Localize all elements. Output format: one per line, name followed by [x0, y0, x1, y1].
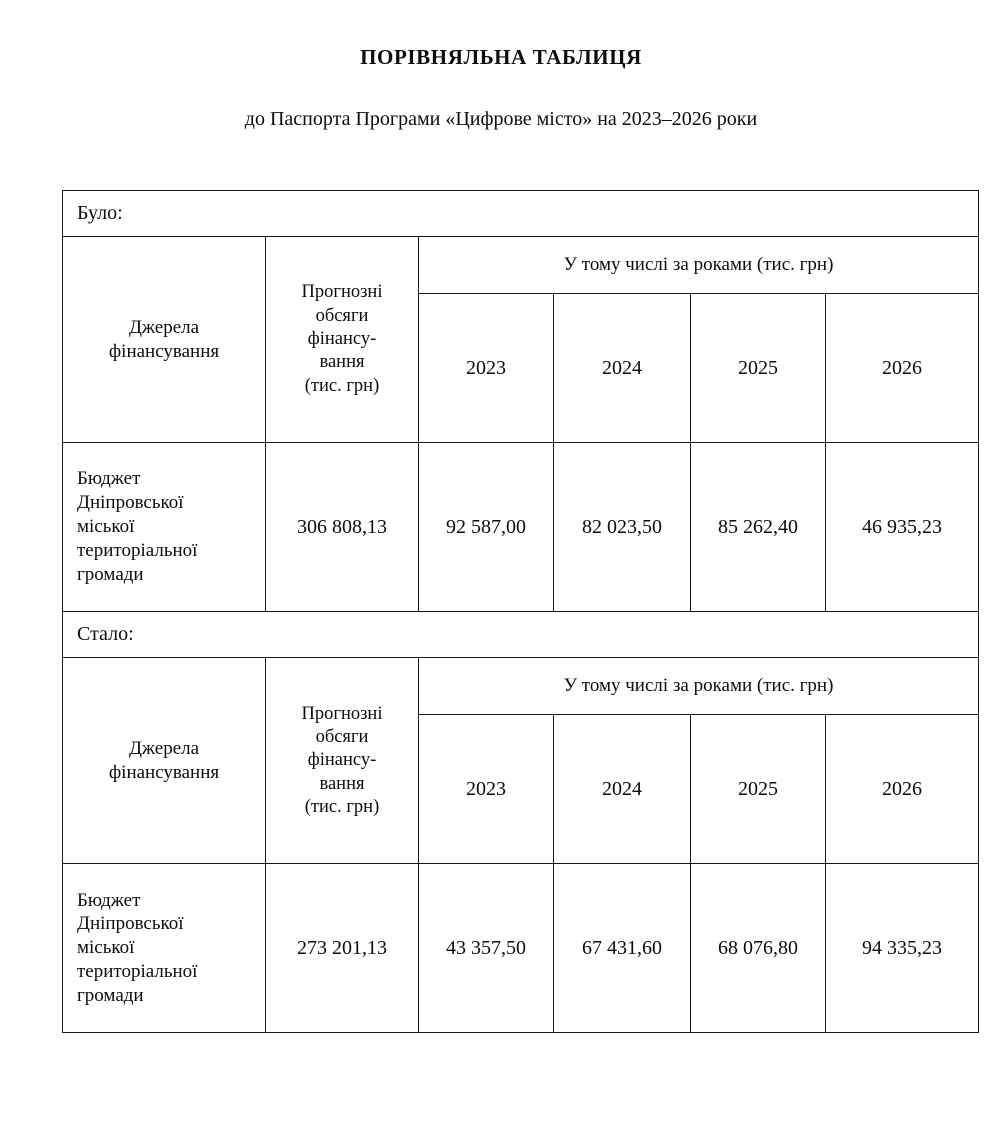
section-label-before: Було:: [63, 191, 979, 237]
row-source-line2: Дніпровської: [77, 492, 184, 514]
header-source-line1: Джерела: [128, 737, 200, 759]
comparison-table-container: [62, 190, 978, 1033]
row-value-2025-after: 68 076,80: [691, 864, 826, 1033]
header-row-top: [63, 237, 979, 294]
header-year-2026-after: 2026: [826, 715, 979, 864]
row-total-after: 273 201,13: [266, 864, 419, 1033]
header-source-after: [63, 658, 266, 864]
header-year-2025-before: 2025: [691, 294, 826, 443]
section-label-row: [63, 612, 979, 658]
table-row: [63, 864, 979, 1033]
section-label-after: Стало:: [63, 612, 979, 658]
header-source-before: [63, 237, 266, 443]
row-value-2024-before: 82 023,50: [554, 443, 691, 612]
header-source-line2: фінансування: [108, 761, 220, 783]
header-total-line3: фінансу-: [307, 750, 377, 771]
section-label-row: [63, 191, 979, 237]
header-year-2023-after: 2023: [419, 715, 554, 864]
header-years-span-before: У тому числі за роками (тис. грн): [419, 237, 979, 294]
header-total-line3: фінансу-: [307, 329, 377, 350]
row-value-2023-after: 43 357,50: [419, 864, 554, 1033]
header-source-line1: Джерела: [128, 316, 200, 338]
row-source-line3: міської: [77, 516, 135, 538]
header-source-line2: фінансування: [108, 340, 220, 362]
page-subtitle: до Паспорта Програми «Цифрове місто» на 2023–2026 роки: [244, 108, 758, 130]
row-source-line2: Дніпровської: [77, 913, 184, 935]
header-row-top: [63, 658, 979, 715]
table-row: [63, 443, 979, 612]
header-year-2024-before: 2024: [554, 294, 691, 443]
row-source-line3: міської: [77, 937, 135, 959]
row-value-2026-after: 94 335,23: [826, 864, 979, 1033]
row-source-label-after: [63, 864, 266, 1033]
header-total-line1: Прогнозні: [301, 282, 383, 303]
comparison-table: [62, 190, 979, 1033]
row-source-line5: громади: [77, 564, 144, 586]
header-year-2026-before: 2026: [826, 294, 979, 443]
header-total-line4: вання: [319, 773, 365, 794]
header-total-after: [266, 658, 419, 864]
header-total-line2: обсяги: [315, 726, 369, 747]
row-value-2023-before: 92 587,00: [419, 443, 554, 612]
header-years-span-after: У тому числі за роками (тис. грн): [419, 658, 979, 715]
row-value-2025-before: 85 262,40: [691, 443, 826, 612]
row-source-label-before: [63, 443, 266, 612]
header-total-before: [266, 237, 419, 443]
header-total-line5: (тис. грн): [304, 796, 380, 817]
row-source-line4: територіальної: [77, 540, 198, 562]
row-source-line5: громади: [77, 985, 144, 1007]
header-total-line2: обсяги: [315, 305, 369, 326]
row-value-2026-before: 46 935,23: [826, 443, 979, 612]
header-total-line1: Прогнозні: [301, 703, 383, 724]
header-year-2023-before: 2023: [419, 294, 554, 443]
header-year-2024-after: 2024: [554, 715, 691, 864]
page-title: ПОРІВНЯЛЬНА ТАБЛИЦЯ: [360, 45, 642, 69]
header-total-line5: (тис. грн): [304, 375, 380, 396]
row-source-line4: територіальної: [77, 961, 198, 983]
row-total-before: 306 808,13: [266, 443, 419, 612]
row-value-2024-after: 67 431,60: [554, 864, 691, 1033]
header-total-line4: вання: [319, 352, 365, 373]
row-source-line1: Бюджет: [77, 468, 141, 490]
row-source-line1: Бюджет: [77, 889, 141, 911]
header-year-2025-after: 2025: [691, 715, 826, 864]
